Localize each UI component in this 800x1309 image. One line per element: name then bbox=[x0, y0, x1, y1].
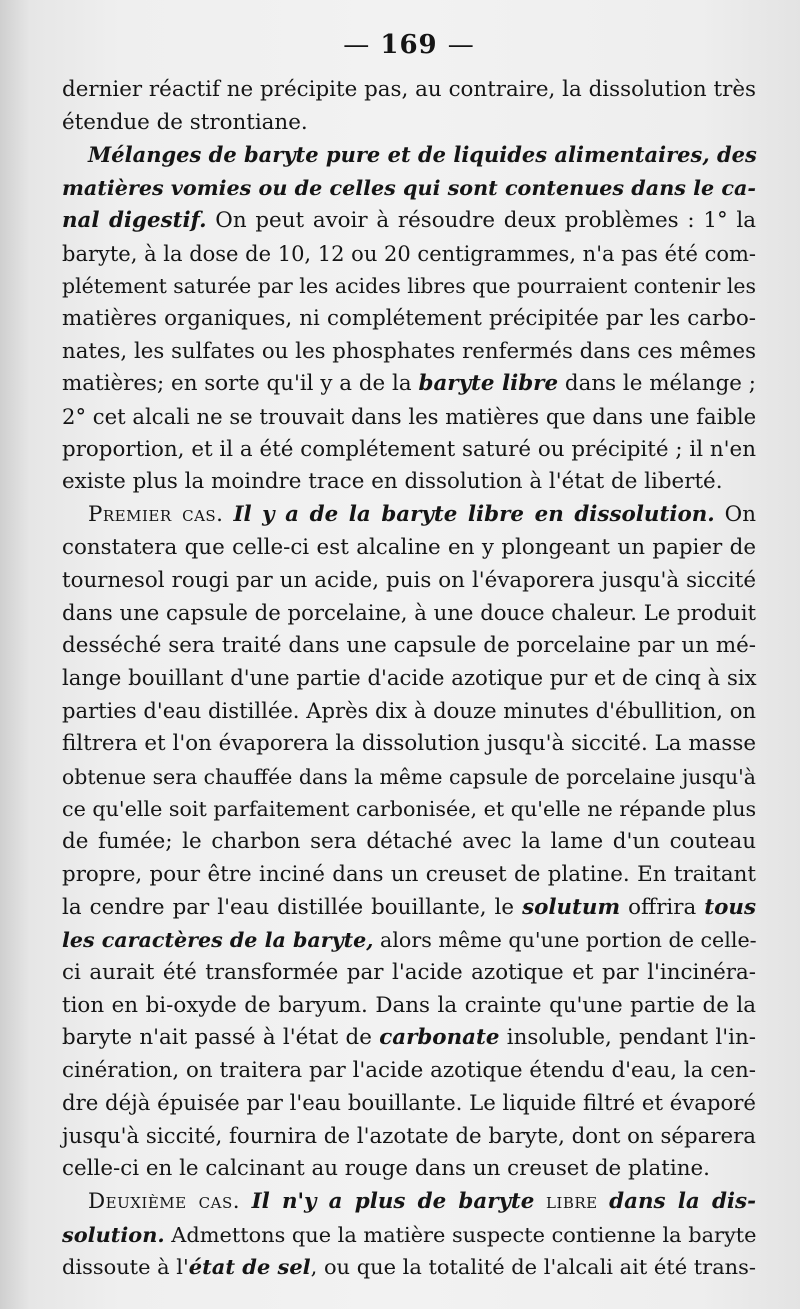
text-line bbox=[62, 466, 756, 499]
italic-phrase: carbonate bbox=[379, 1025, 500, 1051]
text-line bbox=[62, 74, 756, 107]
text-line bbox=[62, 1251, 756, 1284]
text-run: dans une capsule de porcelaine, à une douce chaleur. Le produit bbox=[62, 600, 756, 626]
text-run: lange bouillant d'une partie d'acide azotique pur et de cinq à six bbox=[62, 665, 757, 691]
text-line bbox=[62, 957, 756, 990]
text-run: On bbox=[714, 502, 756, 528]
text-line bbox=[62, 826, 756, 859]
text-line bbox=[62, 107, 756, 140]
small-caps-heading: Deuxième cas. bbox=[88, 1188, 241, 1214]
italic-phrase: matières vomies ou de celles qui sont contenues dans le ca- bbox=[62, 176, 756, 201]
text-run: de fumée; le charbon sera détaché avec la lame d'un couteau bbox=[62, 829, 756, 855]
text-line bbox=[62, 499, 756, 532]
text-run: baryte, à la dose de 10, 12 ou 20 centigrammes, n'a pas été com- bbox=[62, 240, 756, 266]
text-line bbox=[62, 695, 756, 728]
italic-phrase: nal digestif. bbox=[62, 207, 207, 233]
text-run: constatera que celle-ci est alcaline en y plongeant un papier de bbox=[62, 534, 756, 560]
text-run: celle-ci en le calcinant au rouge dans un creuset de platine. bbox=[62, 1156, 710, 1182]
text-line bbox=[62, 434, 756, 467]
text-run: dans le mélange ; bbox=[558, 371, 756, 397]
italic-phrase: baryte libre bbox=[418, 371, 559, 397]
text-run: tion en bi-oxyde de baryum. Dans la crainte qu'une partie de la bbox=[62, 992, 756, 1018]
text-run: 2° cet alcali ne se trouvait dans les matières que dans une faible bbox=[62, 404, 757, 430]
page-number bbox=[62, 30, 756, 60]
text-line bbox=[62, 1186, 756, 1219]
text-run: cinération, on traitera par l'acide azotique étendu d'eau, la cen- bbox=[62, 1058, 756, 1084]
text-run: baryte n'ait passé à l'état de bbox=[62, 1025, 380, 1051]
body-text bbox=[62, 74, 756, 1284]
small-caps-heading: Premier cas. bbox=[88, 502, 224, 528]
text-run: desséché sera traité dans une capsule de porcelaine par un mé- bbox=[62, 632, 756, 658]
text-line bbox=[62, 336, 756, 369]
text-line bbox=[62, 303, 756, 336]
text-run bbox=[224, 502, 234, 527]
text-line bbox=[62, 368, 756, 401]
text-run: tournesol rougi par un acide, puis on l'évaporera jusqu'à siccité bbox=[62, 567, 756, 593]
text-line bbox=[62, 761, 756, 794]
text-run: On peut avoir à résoudre deux problèmes : 1° la bbox=[206, 207, 756, 233]
text-run: plétement saturée par les acides libres que pourraient contenir les bbox=[62, 274, 756, 299]
text-line bbox=[62, 205, 756, 238]
italic-phrase: dans la dis- bbox=[609, 1188, 756, 1214]
text-run: offrira bbox=[620, 894, 705, 920]
text-line bbox=[62, 1022, 756, 1055]
text-line bbox=[62, 172, 756, 205]
page-number-dash-left: — bbox=[343, 30, 371, 60]
text-run bbox=[240, 1189, 252, 1214]
text-line bbox=[62, 663, 756, 696]
text-line bbox=[62, 1088, 756, 1121]
text-line bbox=[62, 728, 756, 761]
text-run bbox=[598, 1189, 610, 1214]
italic-phrase: les caractères de la baryte, bbox=[62, 928, 374, 953]
text-line bbox=[62, 1055, 756, 1088]
text-run: ce qu'elle soit parfaitement carbonisée, et qu'elle ne répande plus bbox=[62, 797, 757, 822]
italic-phrase: solution. bbox=[62, 1221, 165, 1247]
text-line bbox=[62, 1153, 756, 1186]
page-number-dash-right: — bbox=[447, 30, 475, 60]
text-line bbox=[62, 1219, 756, 1252]
text-run: étendue de strontiane. bbox=[62, 109, 308, 135]
text-run: existe plus la moindre trace en dissolution à l'état de liberté. bbox=[62, 469, 723, 495]
italic-phrase: Mélanges de baryte pure et de liquides alimentaires, des bbox=[88, 142, 757, 168]
text-run: dernier réactif ne précipite pas, au contraire, la dissolution très bbox=[62, 77, 756, 102]
text-line bbox=[62, 793, 756, 826]
text-run bbox=[534, 1189, 546, 1214]
text-run: matières; en sorte qu'il y a de la bbox=[62, 371, 419, 397]
text-line bbox=[62, 401, 756, 434]
text-run: proportion, et il a été complétement saturé ou précipité ; il n'en bbox=[62, 436, 756, 462]
text-line bbox=[62, 139, 756, 172]
text-run: matières organiques, ni complétement précipitée par les carbo- bbox=[62, 305, 756, 331]
text-line bbox=[62, 892, 756, 925]
text-line bbox=[62, 565, 756, 598]
text-run: propre, pour être inciné dans un creuset de platine. En traitant bbox=[62, 861, 756, 887]
text-run: ci aurait été transformée par l'acide azotique et par l'incinéra- bbox=[62, 959, 756, 985]
italic-phrase: état de sel bbox=[188, 1254, 311, 1280]
text-line bbox=[62, 532, 756, 565]
text-run: insoluble, pendant l'in- bbox=[499, 1025, 756, 1051]
text-line bbox=[62, 859, 756, 892]
text-run: obtenue sera chauffée dans la même capsule de porcelaine jusqu'à bbox=[62, 764, 756, 789]
text-run: parties d'eau distillée. Après dix à douze minutes d'ébullition, on bbox=[62, 698, 756, 724]
small-caps-heading: libre bbox=[545, 1188, 598, 1214]
text-run: dre déjà épuisée par l'eau bouillante. Le liquide filtré et évaporé bbox=[62, 1090, 756, 1116]
text-run: filtrera et l'on évaporera la dissolution jusqu'à siccité. La masse bbox=[62, 731, 756, 757]
italic-phrase: tous bbox=[704, 894, 756, 920]
text-run: , ou que la totalité de l'alcali ait été trans- bbox=[310, 1255, 756, 1280]
page-number-value: 169 bbox=[380, 30, 438, 60]
text-line bbox=[62, 990, 756, 1023]
text-run: dissoute à l' bbox=[62, 1255, 189, 1280]
text-line bbox=[62, 630, 756, 663]
text-run: Admettons que la matière suspecte contienne la baryte bbox=[164, 1222, 757, 1247]
text-line bbox=[62, 238, 756, 271]
text-run: jusqu'à siccité, fournira de l'azotate de baryte, dont on séparera bbox=[62, 1123, 756, 1149]
text-run: nates, les sulfates ou les phosphates renfermés dans ces mêmes bbox=[62, 338, 756, 364]
text-line bbox=[62, 924, 756, 957]
italic-phrase: solutum bbox=[522, 894, 621, 920]
text-line bbox=[62, 597, 756, 630]
text-run: alors même qu'une portion de celle- bbox=[373, 928, 757, 953]
text-line bbox=[62, 1121, 756, 1154]
italic-phrase: Il y a de la baryte libre en dissolution. bbox=[233, 502, 715, 528]
italic-phrase: Il n'y a plus de baryte bbox=[251, 1188, 535, 1214]
text-line bbox=[62, 270, 756, 303]
text-run: la cendre par l'eau distillée bouillante, le bbox=[62, 894, 523, 920]
